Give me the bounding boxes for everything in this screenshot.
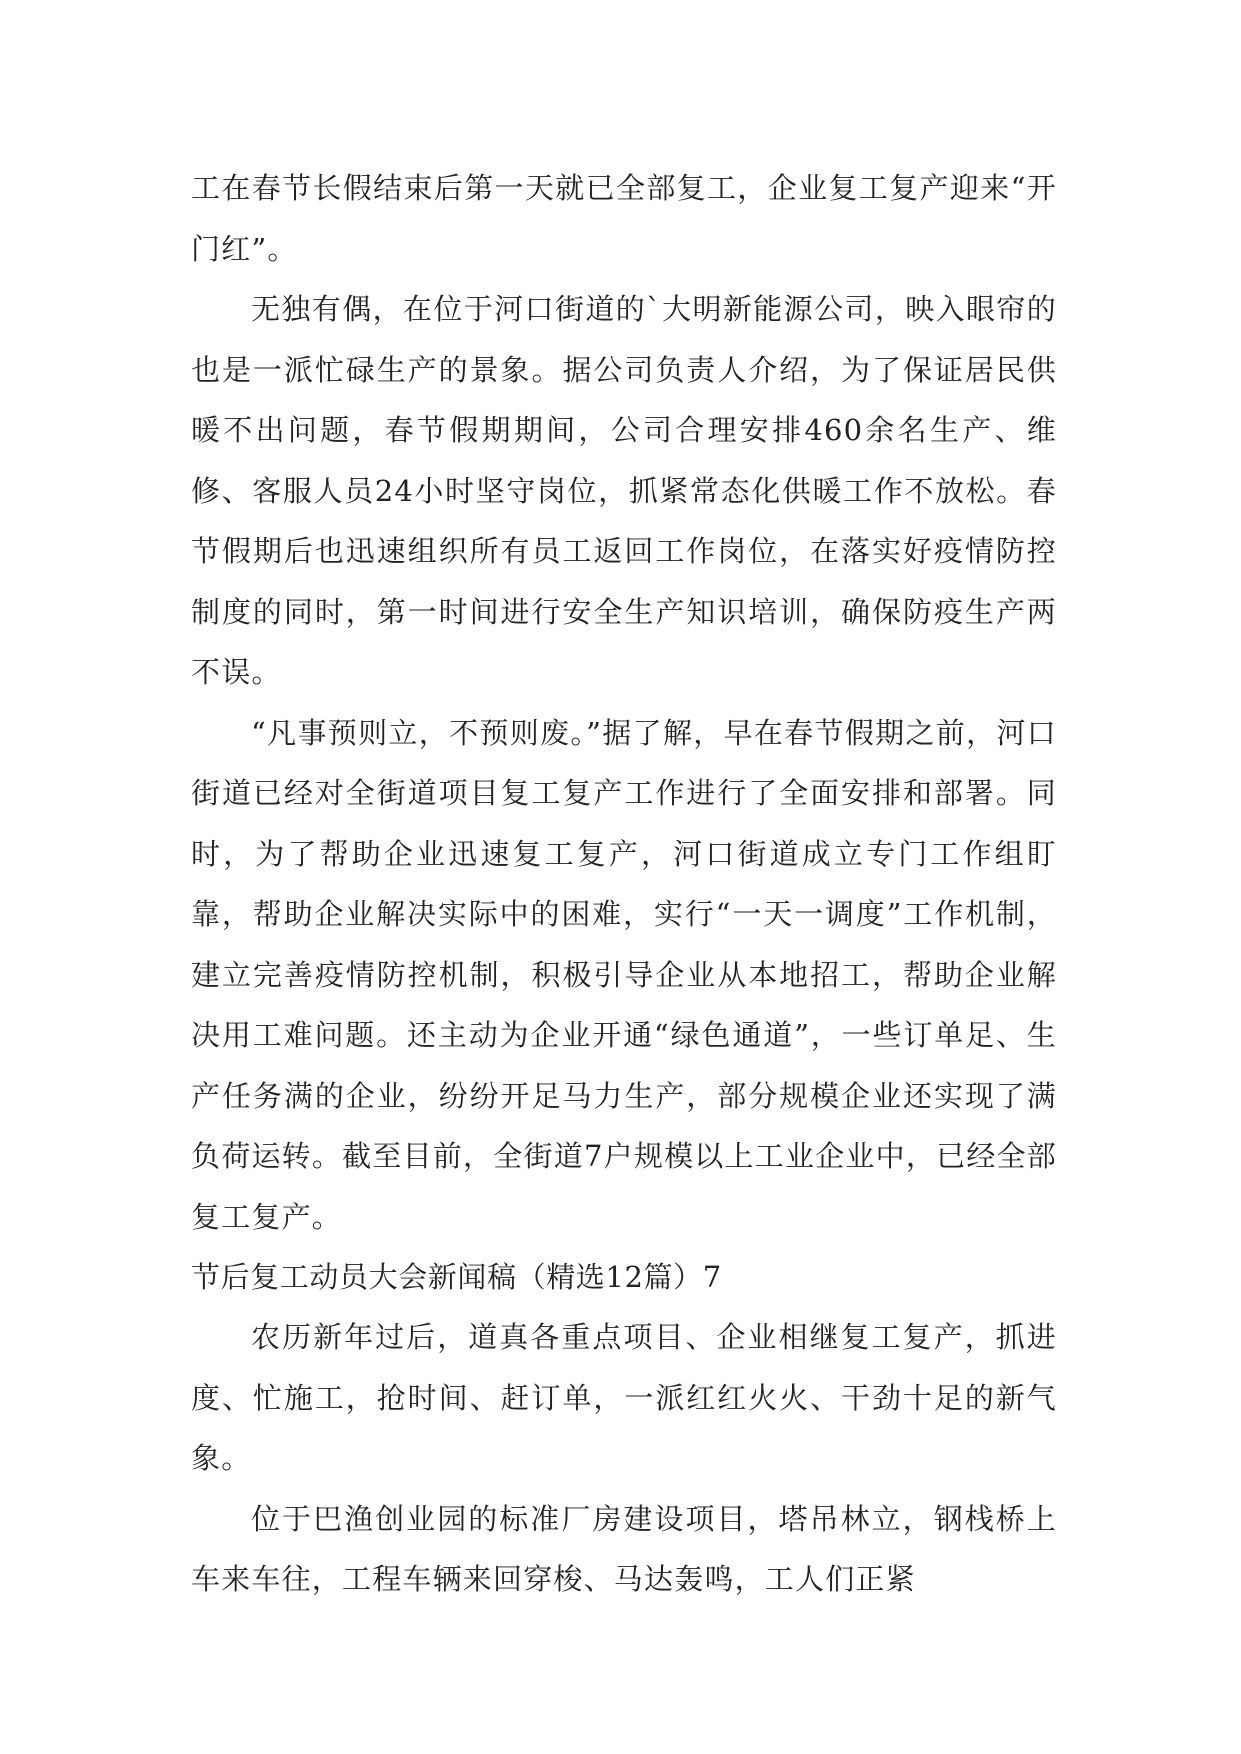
paragraph-4: 农历新年过后，道真各重点项目、企业相继复工复产，抓进度、忙施工，抢时间、赶订单，一派红红火火、干劲十足的新气象。 <box>191 1320 1057 1475</box>
paragraph-5: 位于巴渔创业园的标准厂房建设项目，塔吊林立，钢栈桥上车来车往，工程车辆来回穿梭、马达轰鸣，工人们正紧 <box>191 1501 1057 1596</box>
paragraph-3: “凡事预则立，不预则废。”据了解，早在春节假期之前，河口街道已经对全街道项目复工复产工作进行了全面安排和部署。同时，为了帮助企业迅速复工复产，河口街道成立专门工作组盯靠，帮助企业解决实际中的困难，实行“一天一调度”工作机制，建立完善疫情防控机制，积极引导企业从本地招工，帮助企业解决用工难问题。还主动为企业开通“绿色通道”，一些订单足、生产任务满的企业，纷纷开足马力生产，部分规模企业还实现了满负荷运转。截至目前，全街道7户规模以上工业企业中，已经全部复工复产。 <box>191 715 1057 1234</box>
paragraph-2: 无独有偶，在位于河口街道的`大明新能源公司，映入眼帘的也是一派忙碌生产的景象。据公司负责人介绍，为了保证居民供暖不出问题，春节假期期间，公司合理安排460余名生产、维修、客服人员24小时坚守岗位，抓紧常态化供暖工作不放松。春节假期后也迅速组织所有员工返回工作岗位，在落实好疫情防控制度的同时，第一时间进行安全生产知识培训，确保防疫生产两不误。 <box>191 292 1057 689</box>
document-body <box>191 158 1057 1610</box>
section-title: 节后复工动员大会新闻稿（精选12篇）7 <box>191 1260 722 1294</box>
paragraph-1: 工在春节长假结束后第一天就已全部复工，企业复工复产迎来“开门红”。 <box>191 171 1057 266</box>
